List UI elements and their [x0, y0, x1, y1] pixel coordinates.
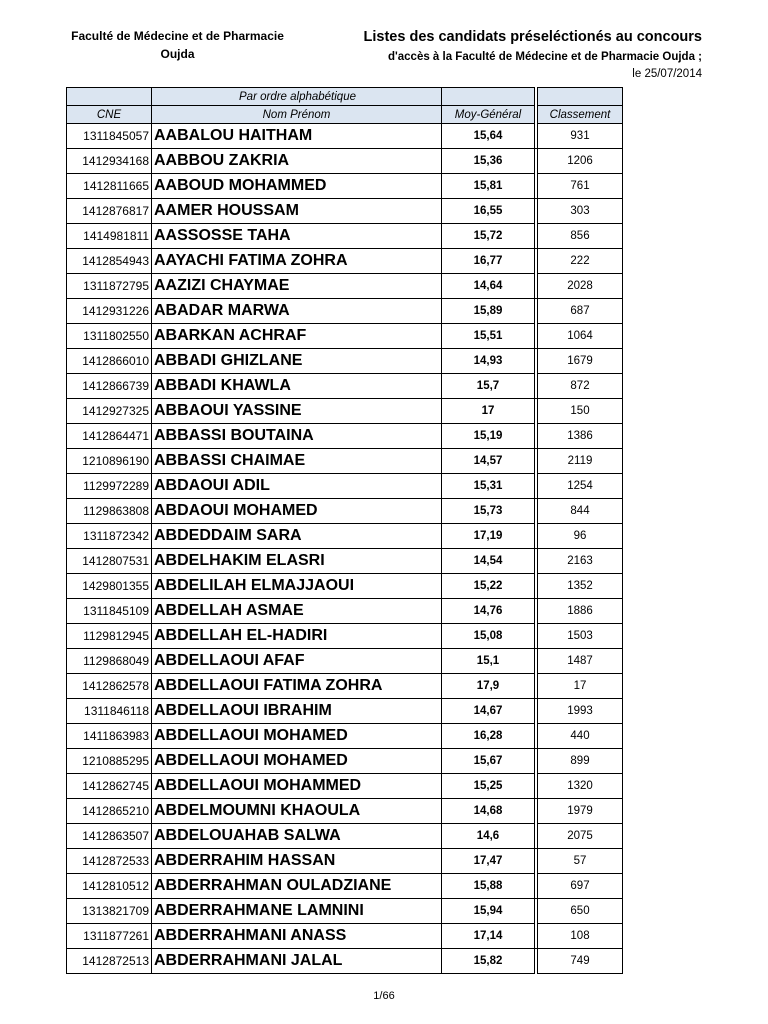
cne-cell: 1412863507	[67, 824, 152, 849]
average-cell: 15,94	[442, 899, 535, 924]
name-cell: ABDELLAOUI IBRAHIM	[152, 699, 442, 724]
cne-cell: 1412927325	[67, 399, 152, 424]
average-cell: 15,82	[442, 949, 535, 974]
name-cell: AABBOU ZAKRIA	[152, 149, 442, 174]
cne-cell: 1311872342	[67, 524, 152, 549]
table-row	[67, 524, 623, 549]
name-cell: ABARKAN ACHRAF	[152, 324, 442, 349]
name-cell: ABDAOUI ADIL	[152, 474, 442, 499]
average-cell: 16,28	[442, 724, 535, 749]
rank-cell: 108	[538, 924, 623, 949]
table-row	[67, 899, 623, 924]
cne-cell: 1429801355	[67, 574, 152, 599]
average-cell: 15,81	[442, 174, 535, 199]
table-row	[67, 599, 623, 624]
cne-cell: 1129863808	[67, 499, 152, 524]
average-cell: 17,47	[442, 849, 535, 874]
rank-cell: 899	[538, 749, 623, 774]
rank-cell: 761	[538, 174, 623, 199]
table-row	[67, 374, 623, 399]
cne-cell: 1412872513	[67, 949, 152, 974]
average-cell: 15,36	[442, 149, 535, 174]
cne-cell: 1311846118	[67, 699, 152, 724]
table-row	[67, 774, 623, 799]
average-cell: 16,77	[442, 249, 535, 274]
table-row	[67, 174, 623, 199]
average-cell: 14,54	[442, 549, 535, 574]
name-cell: ABDAOUI MOHAMED	[152, 499, 442, 524]
table-row	[67, 949, 623, 974]
name-cell: ABDELLAOUI MOHAMMED	[152, 774, 442, 799]
average-cell: 14,64	[442, 274, 535, 299]
average-cell: 15,73	[442, 499, 535, 524]
average-cell: 17,14	[442, 924, 535, 949]
rank-cell: 697	[538, 874, 623, 899]
average-cell: 14,76	[442, 599, 535, 624]
cne-cell: 1129972289	[67, 474, 152, 499]
cne-cell: 1414981811	[67, 224, 152, 249]
table-row	[67, 824, 623, 849]
cne-cell: 1412807531	[67, 549, 152, 574]
rank-cell: 150	[538, 399, 623, 424]
table-row	[67, 274, 623, 299]
average-cell: 15,1	[442, 649, 535, 674]
table-row	[67, 424, 623, 449]
table-row	[67, 874, 623, 899]
name-cell: ABBAOUI YASSINE	[152, 399, 442, 424]
column-header-rank: Classement	[538, 106, 623, 124]
name-cell: ABDERRAHMANI JALAL	[152, 949, 442, 974]
rank-cell: 856	[538, 224, 623, 249]
table-row	[67, 749, 623, 774]
average-cell: 15,64	[442, 124, 535, 149]
rank-cell: 57	[538, 849, 623, 874]
average-cell: 15,25	[442, 774, 535, 799]
name-cell: AAZIZI CHAYMAE	[152, 274, 442, 299]
name-cell: ABDELLAOUI MOHAMED	[152, 724, 442, 749]
cne-cell: 1412810512	[67, 874, 152, 899]
faculty-name: Faculté de Médecine et de Pharmacie	[71, 29, 284, 43]
name-cell: ABDELILAH ELMAJJAOUI	[152, 574, 442, 599]
average-cell: 15,22	[442, 574, 535, 599]
name-cell: AAYACHI FATIMA ZOHRA	[152, 249, 442, 274]
rank-cell: 1386	[538, 424, 623, 449]
name-cell: ABDEDDAIM SARA	[152, 524, 442, 549]
average-cell: 15,19	[442, 424, 535, 449]
average-cell: 17	[442, 399, 535, 424]
average-cell: 15,51	[442, 324, 535, 349]
name-cell: ABDELMOUMNI KHAOULA	[152, 799, 442, 824]
name-cell: ABADAR MARWA	[152, 299, 442, 324]
title-line-1: Listes des candidats préseléctionés au concours	[363, 29, 702, 45]
table-row	[67, 349, 623, 374]
rank-cell: 2163	[538, 549, 623, 574]
name-cell: ABDELLAH EL-HADIRI	[152, 624, 442, 649]
cne-cell: 1210896190	[67, 449, 152, 474]
cne-cell: 1311802550	[67, 324, 152, 349]
average-cell: 17,9	[442, 674, 535, 699]
cne-cell: 1313821709	[67, 899, 152, 924]
table-row	[67, 549, 623, 574]
table-sort-header-row	[67, 88, 623, 106]
table-row	[67, 324, 623, 349]
cne-cell: 1412931226	[67, 299, 152, 324]
rank-cell: 2075	[538, 824, 623, 849]
name-cell: AASSOSSE TAHA	[152, 224, 442, 249]
table-row	[67, 149, 623, 174]
cne-cell: 1412872533	[67, 849, 152, 874]
rank-cell: 650	[538, 899, 623, 924]
rank-cell: 222	[538, 249, 623, 274]
cne-cell: 1311845109	[67, 599, 152, 624]
rank-cell: 1352	[538, 574, 623, 599]
average-cell: 15,7	[442, 374, 535, 399]
faculty-city: Oujda	[160, 47, 195, 61]
cne-cell: 1412862578	[67, 674, 152, 699]
table-row	[67, 499, 623, 524]
cne-cell: 1412866010	[67, 349, 152, 374]
name-cell: ABBASSI BOUTAINA	[152, 424, 442, 449]
name-cell: ABDELOUAHAB SALWA	[152, 824, 442, 849]
table-row	[67, 799, 623, 824]
table-row	[67, 674, 623, 699]
table-row	[67, 449, 623, 474]
cne-cell: 1129812945	[67, 624, 152, 649]
rank-cell: 1979	[538, 799, 623, 824]
page-number: 1/66	[373, 990, 395, 1002]
table-row	[67, 399, 623, 424]
cne-cell: 1412811665	[67, 174, 152, 199]
table-row	[67, 474, 623, 499]
name-cell: AAMER HOUSSAM	[152, 199, 442, 224]
name-cell: AABALOU HAITHAM	[152, 124, 442, 149]
name-cell: ABDELLAH ASMAE	[152, 599, 442, 624]
average-cell: 16,55	[442, 199, 535, 224]
table-row	[67, 849, 623, 874]
average-cell: 15,89	[442, 299, 535, 324]
average-cell: 15,08	[442, 624, 535, 649]
column-header-moy: Moy-Général	[442, 106, 535, 124]
rank-cell: 844	[538, 499, 623, 524]
name-cell: ABBASSI CHAIMAE	[152, 449, 442, 474]
cne-cell: 1412866739	[67, 374, 152, 399]
name-cell: AABOUD MOHAMMED	[152, 174, 442, 199]
cne-cell: 1412862745	[67, 774, 152, 799]
rank-cell: 17	[538, 674, 623, 699]
name-cell: ABDERRAHMANE LAMNINI	[152, 899, 442, 924]
average-cell: 15,31	[442, 474, 535, 499]
table-row	[67, 124, 623, 149]
table-row	[67, 299, 623, 324]
rank-cell: 1886	[538, 599, 623, 624]
table-row	[67, 574, 623, 599]
average-cell: 14,6	[442, 824, 535, 849]
rank-cell: 1503	[538, 624, 623, 649]
average-cell: 15,88	[442, 874, 535, 899]
average-cell: 15,72	[442, 224, 535, 249]
rank-cell: 1206	[538, 149, 623, 174]
rank-cell: 872	[538, 374, 623, 399]
document-title	[364, 27, 702, 83]
average-cell: 14,67	[442, 699, 535, 724]
table-row	[67, 224, 623, 249]
rank-cell: 1679	[538, 349, 623, 374]
cne-cell: 1412876817	[67, 199, 152, 224]
cne-cell: 1311877261	[67, 924, 152, 949]
rank-cell: 687	[538, 299, 623, 324]
name-cell: ABBADI GHIZLANE	[152, 349, 442, 374]
column-header-name: Nom Prénom	[152, 106, 442, 124]
rank-cell: 931	[538, 124, 623, 149]
rank-cell: 1064	[538, 324, 623, 349]
rank-cell: 2028	[538, 274, 623, 299]
name-cell: ABBADI KHAWLA	[152, 374, 442, 399]
table-row	[67, 624, 623, 649]
rank-cell: 1254	[538, 474, 623, 499]
rank-cell: 1993	[538, 699, 623, 724]
average-cell: 14,93	[442, 349, 535, 374]
cne-cell: 1412934168	[67, 149, 152, 174]
rank-cell: 1487	[538, 649, 623, 674]
cne-cell: 1129868049	[67, 649, 152, 674]
name-cell: ABDELLAOUI MOHAMED	[152, 749, 442, 774]
title-date: le 25/07/2014	[632, 68, 702, 80]
cne-cell: 1412854943	[67, 249, 152, 274]
name-cell: ABDELLAOUI AFAF	[152, 649, 442, 674]
rank-cell: 749	[538, 949, 623, 974]
name-cell: ABDERRAHMANI ANASS	[152, 924, 442, 949]
table-row	[67, 724, 623, 749]
sort-order-label: Par ordre alphabétique	[152, 88, 442, 106]
rank-cell: 96	[538, 524, 623, 549]
cne-cell: 1311845057	[67, 124, 152, 149]
candidates-table-body	[67, 124, 623, 974]
rank-cell: 1320	[538, 774, 623, 799]
table-column-header-row	[67, 106, 623, 124]
table-row	[67, 924, 623, 949]
average-cell: 14,57	[442, 449, 535, 474]
table-row	[67, 649, 623, 674]
cne-cell: 1311872795	[67, 274, 152, 299]
rank-cell: 303	[538, 199, 623, 224]
rank-cell: 2119	[538, 449, 623, 474]
cne-cell: 1210885295	[67, 749, 152, 774]
cne-cell: 1412865210	[67, 799, 152, 824]
name-cell: ABDERRAHMAN OULADZIANE	[152, 874, 442, 899]
column-header-cne: CNE	[67, 106, 152, 124]
cne-cell: 1412864471	[67, 424, 152, 449]
average-cell: 15,67	[442, 749, 535, 774]
table-row	[67, 699, 623, 724]
candidates-table	[66, 87, 623, 974]
name-cell: ABDELHAKIM ELASRI	[152, 549, 442, 574]
table-row	[67, 199, 623, 224]
name-cell: ABDELLAOUI FATIMA ZOHRA	[152, 674, 442, 699]
title-line-2: d'accès à la Faculté de Médecine et de Pharmacie Oujda ;	[388, 51, 702, 63]
name-cell: ABDERRAHIM HASSAN	[152, 849, 442, 874]
rank-cell: 440	[538, 724, 623, 749]
table-row	[67, 249, 623, 274]
cne-cell: 1411863983	[67, 724, 152, 749]
faculty-header	[55, 27, 300, 63]
average-cell: 17,19	[442, 524, 535, 549]
average-cell: 14,68	[442, 799, 535, 824]
